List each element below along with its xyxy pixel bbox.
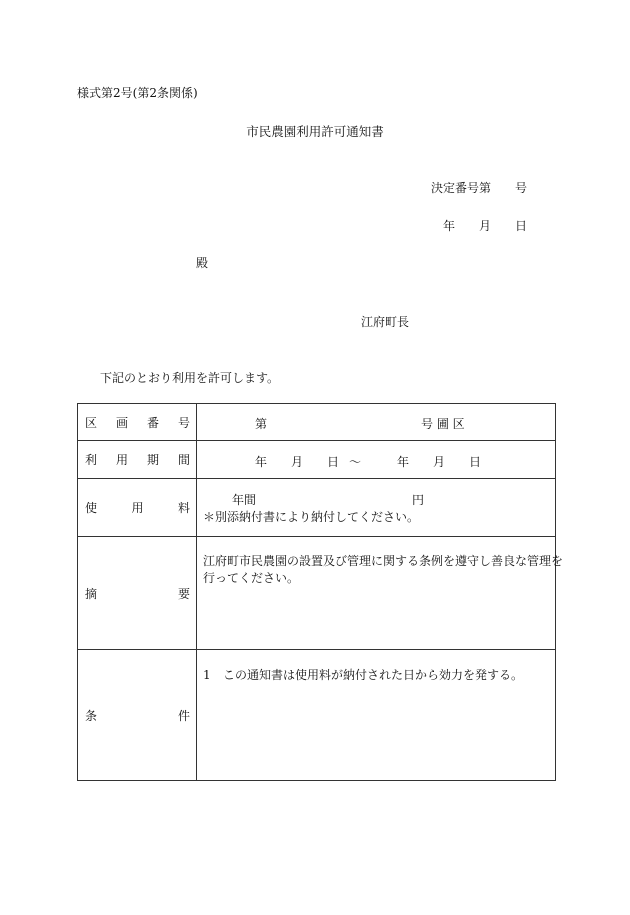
issue-date (443, 217, 527, 234)
table-row-fee (78, 479, 556, 537)
period-end-month: 月 (433, 455, 446, 469)
table-row-summary (78, 537, 556, 650)
form-number: 様式第2号(第2条関係) (77, 86, 198, 100)
value-fee (197, 479, 556, 537)
summary-text: 江府町市民農園の設置及び管理に関する条例を遵守し善良な管理を行ってください。 (203, 554, 564, 585)
decision-prefix: 決定番号第 (430, 181, 491, 195)
fee-note: ＊別添納付書により納付してください。 (203, 510, 420, 524)
value-conditions (197, 650, 556, 781)
decision-number (431, 179, 527, 196)
fee-annual: 年間 (232, 493, 257, 507)
condition-item-number: 1 (203, 668, 211, 682)
period-start-year: 年 (255, 455, 268, 469)
period-tilde: 〜 (349, 455, 362, 469)
addressee: 殿 (196, 256, 209, 270)
section-prefix: 第 (255, 417, 268, 431)
lead-text: 下記のとおり利用を許可します。 (100, 371, 280, 385)
period-start-day: 日 (327, 455, 340, 469)
label-conditions: 条 件 (78, 650, 197, 781)
date-day: 日 (514, 219, 527, 233)
document-title: 市民農園利用許可通知書 (246, 124, 384, 139)
issuer: 江府町長 (361, 315, 410, 329)
fee-yen: 円 (412, 493, 425, 507)
period-end-day: 日 (469, 455, 482, 469)
permit-table (77, 403, 564, 781)
condition-item-text: この通知書は使用料が納付された日から効力を発する。 (223, 668, 524, 682)
table-row-section-number (78, 404, 556, 441)
decision-suffix: 号 (514, 181, 527, 195)
label-summary: 摘 要 (78, 537, 197, 650)
table-row-conditions (78, 650, 556, 781)
section-suffix: 号 圃 区 (421, 417, 465, 431)
label-fee: 使 用 料 (78, 479, 197, 537)
label-period: 利 用 期 間 (78, 441, 197, 479)
condition-item (203, 666, 523, 683)
label-section-number: 区 画 番 号 (78, 404, 197, 441)
value-summary (197, 537, 564, 650)
date-year: 年 (442, 219, 455, 233)
value-period (197, 441, 556, 479)
period-start-month: 月 (291, 455, 304, 469)
date-month: 月 (478, 219, 491, 233)
period-end-year: 年 (397, 455, 410, 469)
value-section-number (197, 404, 556, 441)
table-row-period (78, 441, 556, 479)
